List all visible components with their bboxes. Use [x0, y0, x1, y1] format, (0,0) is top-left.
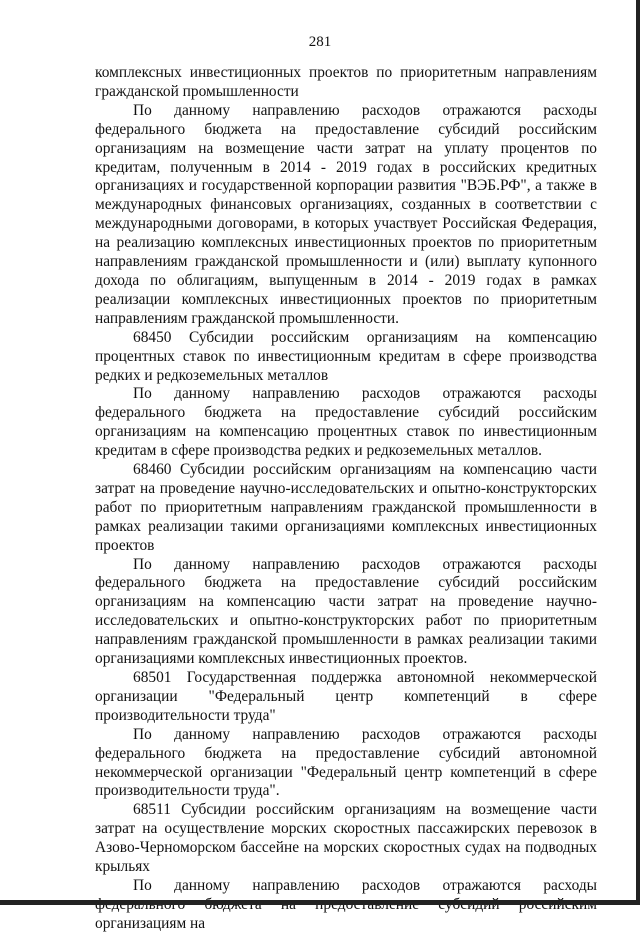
document-body [95, 64, 597, 934]
paragraph-description: По данному направлению расходов отражаются расходы федерального бюджета на предоставление субсидий российским организациям на возмещение части затрат на уплату процентов по кредитам, полученным в 2014 - 2019 годах в российских кредитных организациях и государственной корпорации развития "ВЭБ.РФ", а также в международных финансовых организациях, созданных в соответствии с международными договорами, в которых участвует Российская Федерация, на реализацию комплексных инвестиционных проектов по приоритетным направлениям гражданской промышленности и (или) выплату купонного дохода по облигациям, выпущенным в 2014 - 2019 годах в рамках реализации комплексных инвестиционных проектов по приоритетным направлениям гражданской промышленности. [95, 101, 597, 327]
paragraph-heading-68511: 68511 Субсидии российским организациям на возмещение части затрат на осуществление морских скоростных пассажирских перевозок в Азово-Черноморском бассейне на морских скоростных судах на подводных крыльях [95, 801, 597, 876]
scan-edge-bottom [0, 900, 640, 905]
paragraph-heading-68501: 68501 Государственная поддержка автономной некоммерческой организации "Федеральный центр компетенций в сфере производительности труда" [95, 669, 597, 724]
paragraph-heading-68450: 68450 Субсидии российским организациям на компенсацию процентных ставок по инвестиционным кредитам в сфере производства редких и редкоземельных металлов [95, 328, 597, 384]
paragraph-description: По данному направлению расходов отражаются расходы федерального бюджета на предоставление субсидий российским организациям на компенсацию процентных ставок по инвестиционным кредитам в сфере производства редких и редкоземельных металлов. [95, 385, 597, 460]
scan-edge-right [636, 0, 640, 905]
paragraph-description: По данному направлению расходов отражаются расходы организациям на [95, 876, 597, 932]
page-number: 281 [308, 34, 332, 50]
paragraph-heading-68460: 68460 Субсидии российским организациям на компенсацию части затрат на проведение научно-исследовательских и опытно-конструкторских работ по приоритетным направлениям гражданской промышленности в рамках реализации такими организациями комплексных инвестиционных проектов [95, 461, 597, 554]
paragraph-continuation: комплексных инвестиционных проектов по приоритетным направлениям гражданской промышленности [95, 64, 597, 100]
paragraph-description: По данному направлению расходов отражаются расходы федерального бюджета на предоставление субсидий российским организациям на компенсацию части затрат на проведение научно-исследовательских и опытно-конструкторских работ по приоритетным направлениям гражданской промышленности в рамках реализации такими организациями комплексных инвестиционных проектов. [95, 555, 597, 668]
paragraph-description: По данному направлению расходов отражаются расходы федерального бюджета на предоставление субсидий автономной некоммерческой организации "Федеральный центр компетенций в сфере производительности труда". [95, 725, 597, 800]
